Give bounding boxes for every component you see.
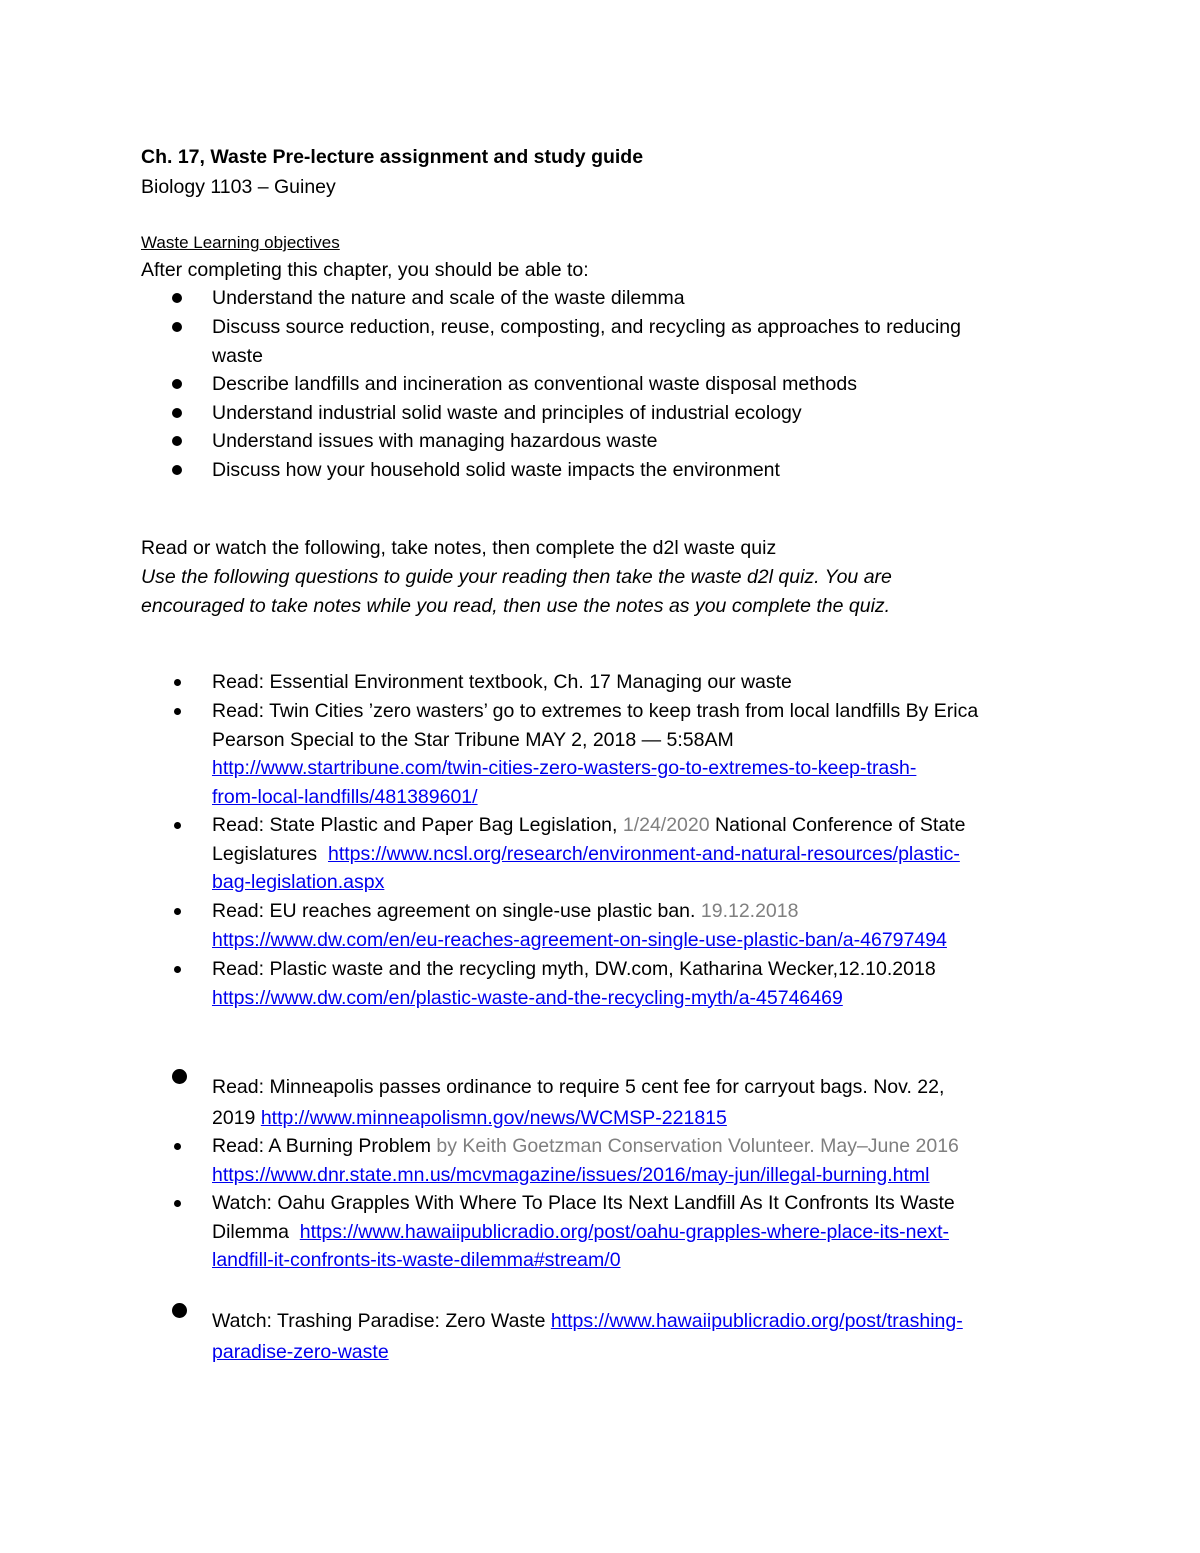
reading-item xyxy=(212,811,1072,897)
bullet-icon xyxy=(174,966,181,973)
objective-text: Discuss how your household solid waste impacts the environment xyxy=(212,459,780,481)
bullet-icon xyxy=(174,908,181,915)
bullet-icon xyxy=(172,379,182,389)
reading-text: Read: A Burning Problem xyxy=(212,1135,437,1157)
reading-link[interactable]: https://www.dw.com/en/plastic-waste-and-the-recycling-myth/a-45746469 xyxy=(212,986,843,1009)
reading-text: National Conference of State xyxy=(709,814,966,836)
document-title: Ch. 17, Waste Pre-lecture assignment and study guide xyxy=(141,146,644,168)
reading-link[interactable]: https://www.dw.com/en/eu-reaches-agreement-on-single-use-plastic-ban/a-46797494 xyxy=(212,928,947,951)
guide-text-line-1: Use the following questions to guide your reading then take the waste d2l quiz. You are xyxy=(141,566,892,588)
reading-link[interactable]: https://www.dnr.state.mn.us/mcvmagazine/issues/2016/may-jun/illegal-burning.html xyxy=(212,1163,930,1186)
bullet-icon xyxy=(172,1069,187,1084)
reading-item xyxy=(212,897,1072,954)
instructions: Read or watch the following, take notes, then complete the d2l waste quiz xyxy=(141,537,777,559)
objective-text: Discuss source reduction, reuse, composting, and recycling as approaches to reducing xyxy=(212,316,961,338)
objective-text: waste xyxy=(212,344,263,367)
reading-text: Read: State Plastic and Paper Bag Legislation, xyxy=(212,814,623,836)
objective-item xyxy=(212,370,1072,399)
objectives-intro: After completing this chapter, you should be able to: xyxy=(141,259,589,281)
reading-date: 19.12.2018 xyxy=(700,900,799,922)
objective-item xyxy=(212,313,1072,370)
objective-text: Describe landfills and incineration as conventional waste disposal methods xyxy=(212,373,857,395)
bullet-icon xyxy=(174,1200,181,1207)
reading-item xyxy=(212,1072,1072,1134)
reading-text: Read: EU reaches agreement on single-use plastic ban. xyxy=(212,900,701,922)
reading-link[interactable]: http://www.minneapolismn.gov/news/WCMSP-221815 xyxy=(260,1107,727,1129)
objective-text: Understand the nature and scale of the waste dilemma xyxy=(212,287,685,309)
reading-text: by Keith Goetzman Conservation Volunteer. May–June 2016 xyxy=(436,1135,959,1157)
reading-text: Legislatures xyxy=(212,842,328,865)
reading-item xyxy=(212,1132,1072,1189)
bullet-icon xyxy=(174,708,181,715)
reading-link[interactable]: paradise-zero-waste xyxy=(212,1341,389,1363)
course-line: Biology 1103 – Guiney xyxy=(141,176,336,198)
bullet-icon xyxy=(172,436,182,446)
bullet-icon xyxy=(172,408,182,418)
reading-link[interactable]: landfill-it-confronts-its-waste-dilemma#stream/0 xyxy=(212,1249,621,1271)
reading-text: Watch: Oahu Grapples With Where To Place Its Next Landfill As It Confronts Its Waste xyxy=(212,1192,955,1214)
objective-item xyxy=(212,284,1072,313)
reading-text: Read: Twin Cities ’zero wasters’ go to extremes to keep trash from local landfills By Erica xyxy=(212,700,979,722)
reading-link[interactable]: https://www.ncsl.org/research/environment-and-natural-resources/plastic- xyxy=(327,842,960,865)
reading-text: Watch: Trashing Paradise: Zero Waste xyxy=(212,1310,551,1332)
reading-link[interactable]: from-local-landfills/481389601/ xyxy=(212,785,478,808)
bullet-icon xyxy=(172,322,182,332)
bullet-icon xyxy=(172,293,182,303)
bullet-icon xyxy=(174,822,181,829)
reading-item xyxy=(212,697,1072,811)
reading-item xyxy=(212,668,1072,697)
reading-link[interactable]: https://www.hawaiipublicradio.org/post/oahu-grapples-where-place-its-next- xyxy=(299,1220,949,1243)
objective-item xyxy=(212,399,1072,428)
objective-text: Understand industrial solid waste and principles of industrial ecology xyxy=(212,402,802,424)
guide-text-line-2: encouraged to take notes while you read, then use the notes as you complete the quiz. xyxy=(141,595,891,617)
objective-item xyxy=(212,456,1072,485)
reading-text: Pearson Special to the Star Tribune MAY 2, 2018 — 5:58AM xyxy=(212,728,734,751)
reading-text: Read: Essential Environment textbook, Ch. 17 Managing our waste xyxy=(212,671,792,693)
bullet-icon xyxy=(174,679,181,686)
reading-text: Dilemma xyxy=(212,1220,300,1243)
objective-text: Understand issues with managing hazardous waste xyxy=(212,430,658,452)
bullet-icon xyxy=(172,1303,187,1318)
reading-text: Read: Plastic waste and the recycling myth, DW.com, Katharina Wecker,12.10.2018 xyxy=(212,958,936,980)
reading-text: Read: Minneapolis passes ordinance to require 5 cent fee for carryout bags. Nov. 22, xyxy=(212,1076,945,1098)
reading-item xyxy=(212,1189,1072,1275)
reading-item xyxy=(212,955,1072,1012)
bullet-icon xyxy=(174,1143,181,1150)
reading-link[interactable]: http://www.startribune.com/twin-cities-zero-wasters-go-to-extremes-to-keep-trash- xyxy=(212,757,917,779)
reading-item xyxy=(212,1306,1072,1368)
reading-link[interactable]: https://www.hawaiipublicradio.org/post/trashing- xyxy=(550,1310,963,1332)
reading-link[interactable]: bag-legislation.aspx xyxy=(212,871,385,893)
objective-item xyxy=(212,427,1072,456)
bullet-icon xyxy=(172,465,182,475)
reading-text: 2019 xyxy=(212,1107,261,1129)
objectives-heading: Waste Learning objectives xyxy=(141,233,340,252)
reading-date: 1/24/2020 xyxy=(622,814,710,836)
